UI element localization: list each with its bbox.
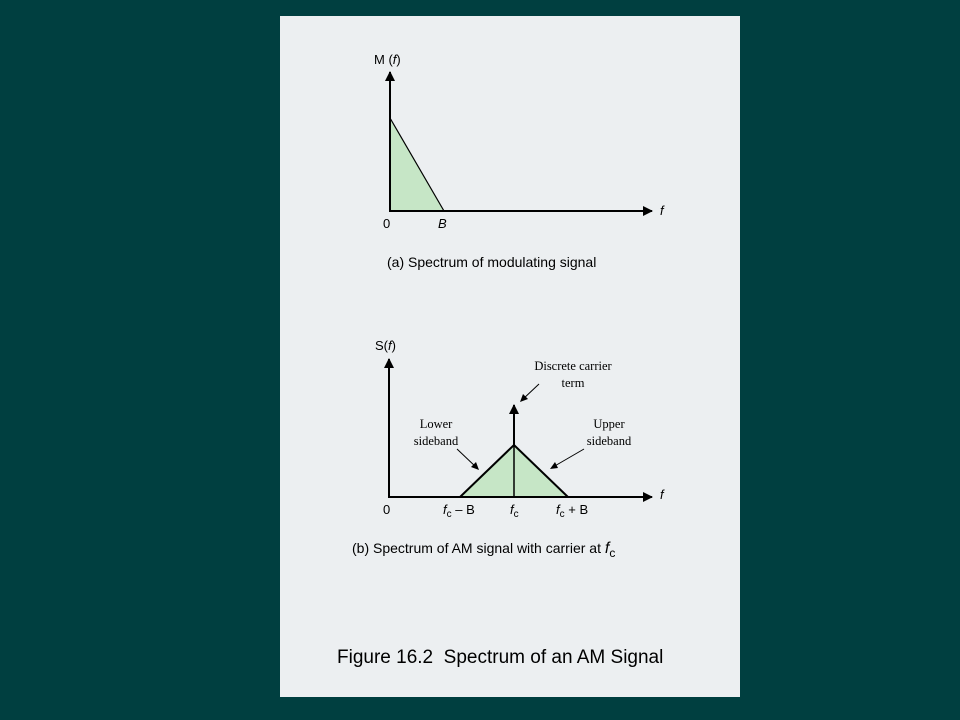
lower-sideband-line1: Lower [419, 417, 453, 431]
bandwidth-label: B [438, 216, 447, 231]
upper-sideband-line2: sideband [586, 434, 632, 448]
figure-title: Figure 16.2 Spectrum of an AM Signal [337, 647, 664, 668]
baseband-spectrum-fill [390, 118, 444, 211]
carrier-note-pointer [520, 384, 539, 402]
carrier-note-line1: Discrete carrier [534, 359, 612, 373]
modulating-signal-diagram [374, 52, 665, 270]
tick-label-fc: $f_c$ [510, 502, 519, 520]
lower-sideband-line2: sideband [413, 434, 459, 448]
tick-label-fc-minus-b: $f_c$ – B [443, 502, 475, 520]
am-signal-diagram [352, 338, 665, 560]
origin-label-b: 0 [383, 502, 391, 517]
carrier-note-line2: term [561, 376, 585, 390]
y-axis-label-a: M (f) [374, 52, 401, 67]
upper-sideband-line1: Upper [593, 417, 625, 431]
lower-sideband-pointer [457, 449, 479, 470]
caption-b: (b) Spectrum of AM signal with carrier at fc [352, 540, 616, 560]
y-axis-label-b: S(f) [375, 338, 396, 353]
caption-a: (a) Spectrum of modulating signal [387, 254, 597, 270]
x-axis-label-b: f [660, 487, 664, 502]
x-axis-label-a: f [660, 203, 664, 218]
upper-sideband-pointer [550, 449, 584, 469]
origin-label-a: 0 [383, 216, 391, 231]
tick-label-fc-plus-b: $f_c + B$ [556, 502, 589, 520]
